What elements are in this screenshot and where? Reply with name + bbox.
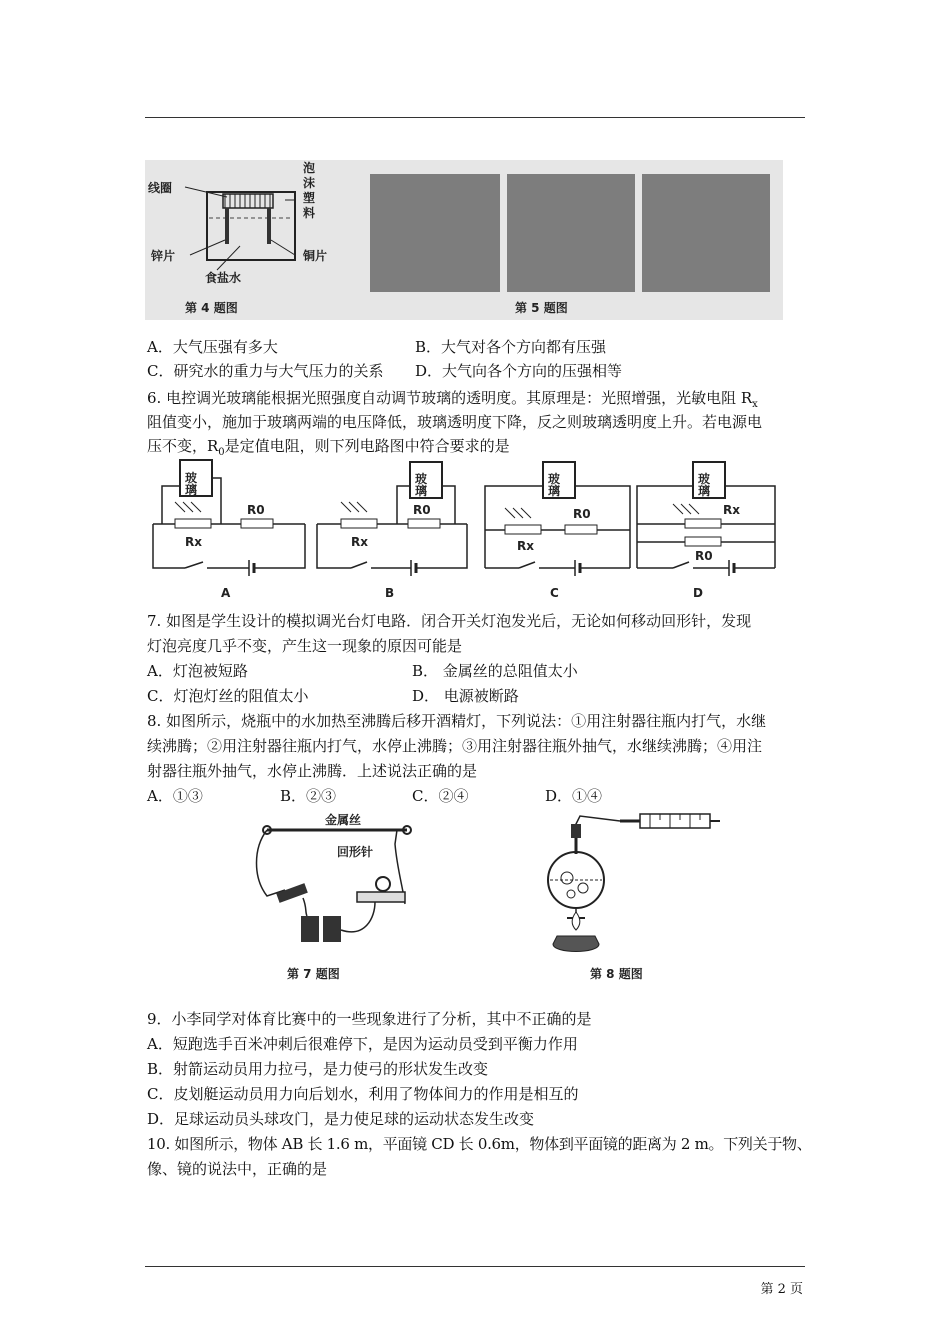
q5-option-c: C．研究水的重力与大气压力的关系 xyxy=(147,362,384,380)
foam-label-2: 沫 xyxy=(303,176,316,190)
q9-option-d: D．足球运动员头球攻门，是力使足球的运动状态发生改变 xyxy=(147,1110,535,1128)
q6-stem-line-1 xyxy=(147,388,758,415)
q7-option-d: D． 电源被断路 xyxy=(412,687,519,705)
figure-7-caption: 第 7 题图 xyxy=(287,967,340,981)
q5-option-a: A．大气压强有多大 xyxy=(147,338,278,356)
q6-stem-text-3a: 压不变，R xyxy=(147,437,219,455)
q7-option-c: C．灯泡灯丝的阻值太小 xyxy=(147,687,309,705)
q7-stem-line-2: 灯泡亮度几乎不变，产生这一现象的原因可能是 xyxy=(147,637,463,655)
foam-label-3: 塑 xyxy=(303,191,316,205)
circuit-a-r0: R0 xyxy=(247,503,265,517)
zinc-label: 锌片 xyxy=(151,249,176,263)
circuit-b xyxy=(317,462,467,600)
circuit-c-glass-2: 璃 xyxy=(548,484,561,498)
circuit-d-glass-1: 玻 xyxy=(698,472,711,486)
q6-stem-text-1: 6. 电控调光玻璃能根据光照强度自动调节玻璃的透明度。其原理是：光照增强，光敏电阻 R xyxy=(147,389,753,407)
circuit-d-glass-2: 璃 xyxy=(698,484,711,498)
footer-rule xyxy=(145,1266,805,1267)
circuit-a-rx: Rx xyxy=(185,535,202,549)
circuit-a-glass-2: 璃 xyxy=(185,483,198,497)
circuit-d xyxy=(637,462,775,600)
circuit-c-glass-1: 玻 xyxy=(548,472,561,486)
rx-subscript: x xyxy=(752,399,758,410)
figure-7-8 xyxy=(245,808,725,988)
coil-label: 线圈 xyxy=(148,181,173,195)
circuit-c xyxy=(485,462,630,600)
q7-stem-line-1: 7. 如图是学生设计的模拟调光台灯电路．闭合开关灯泡发光后，无论如何移动回形针，发现 xyxy=(147,612,752,630)
circuit-b-glass-1: 玻 xyxy=(415,472,428,486)
q9-option-b: B．射箭运动员用力拉弓，是力使弓的形状发生改变 xyxy=(147,1060,489,1078)
circuit-b-label: B xyxy=(385,586,395,600)
q8-option-b: B．②③ xyxy=(280,787,337,805)
q8-option-a: A．①③ xyxy=(147,787,203,805)
salt-water-label: 食盐水 xyxy=(205,271,242,285)
circuit-d-r0: R0 xyxy=(695,549,713,563)
circuit-b-rx: Rx xyxy=(351,535,368,549)
circuit-c-rx: Rx xyxy=(517,539,534,553)
q8-stem-line-3: 射器往瓶外抽气，水停止沸腾．上述说法正确的是 xyxy=(147,762,478,780)
r0-subscript: 0 xyxy=(218,447,225,458)
q8-stem-line-2: 续沸腾；②用注射器往瓶内打气，水停止沸腾；③用注射器往瓶外抽气，水继续沸腾；④用注 xyxy=(147,737,763,755)
q9-option-a: A．短跑选手百米冲刺后很难停下，是因为运动员受到平衡力作用 xyxy=(147,1035,578,1053)
figure-5-photo-3 xyxy=(642,174,770,292)
circuit-d-rx: Rx xyxy=(723,503,740,517)
q10-stem-line-2: 像、镜的说法中，正确的是 xyxy=(147,1160,328,1178)
q9-option-c: C．皮划艇运动员用力向后划水，利用了物体间力的作用是相互的 xyxy=(147,1085,579,1103)
figure-8-drawing xyxy=(548,814,720,981)
header-rule xyxy=(145,117,805,118)
circuit-a-label: A xyxy=(221,586,231,600)
circuit-b-glass-2: 璃 xyxy=(415,484,428,498)
q10-stem-line-1: 10. 如图所示，物体 AB 长 1.6 m，平面镜 CD 长 0.6m，物体到平面镜的距离为 2 m。下列关于物、 xyxy=(147,1135,812,1153)
q7-option-b: B． 金属丝的总阻值太小 xyxy=(412,662,578,680)
figure-5-photo-1 xyxy=(370,174,500,292)
figure-5-photo-2 xyxy=(507,174,635,292)
figure-7-drawing xyxy=(257,812,412,981)
foam-label-1: 泡 xyxy=(303,161,316,175)
q5-option-d: D．大气向各个方向的压强相等 xyxy=(415,362,623,380)
q6-stem-line-2: 阻值变小，施加于玻璃两端的电压降低，玻璃透明度下降，反之则玻璃透明度上升。若电源电 xyxy=(147,413,763,431)
q7-option-a: A．灯泡被短路 xyxy=(147,662,248,680)
circuit-d-label: D xyxy=(693,586,703,600)
circuit-a-glass-1: 玻 xyxy=(185,471,198,485)
circuit-c-r0: R0 xyxy=(573,507,591,521)
figure-4-caption: 第 4 题图 xyxy=(185,301,238,315)
q8-stem-line-1: 8. 如图所示，烧瓶中的水加热至沸腾后移开酒精灯，下列说法：①用注射器往瓶内打气，水继 xyxy=(147,712,767,730)
q5-option-b: B．大气对各个方向都有压强 xyxy=(415,338,607,356)
figure-4-5 xyxy=(145,160,783,320)
circuit-c-label: C xyxy=(550,586,559,600)
paper-clip-label: 回形针 xyxy=(337,845,374,859)
page-number: 第 2 页 xyxy=(760,1282,803,1297)
q8-option-c: C．②④ xyxy=(412,787,469,805)
q6-stem-text-3b: 是定值电阻，则下列电路图中符合要求的是 xyxy=(224,437,510,455)
q6-circuits xyxy=(145,458,785,603)
circuit-b-r0: R0 xyxy=(413,503,431,517)
q8-option-d: D．①④ xyxy=(545,787,603,805)
circuit-a xyxy=(153,460,305,600)
figure-5-caption: 第 5 题图 xyxy=(515,301,568,315)
figure-8-caption: 第 8 题图 xyxy=(590,967,643,981)
copper-label: 铜片 xyxy=(303,249,328,263)
metal-wire-label: 金属丝 xyxy=(325,813,362,827)
foam-label-4: 料 xyxy=(303,206,316,220)
q9-stem: 9．小李同学对体育比赛中的一些现象进行了分析，其中不正确的是 xyxy=(147,1010,592,1028)
